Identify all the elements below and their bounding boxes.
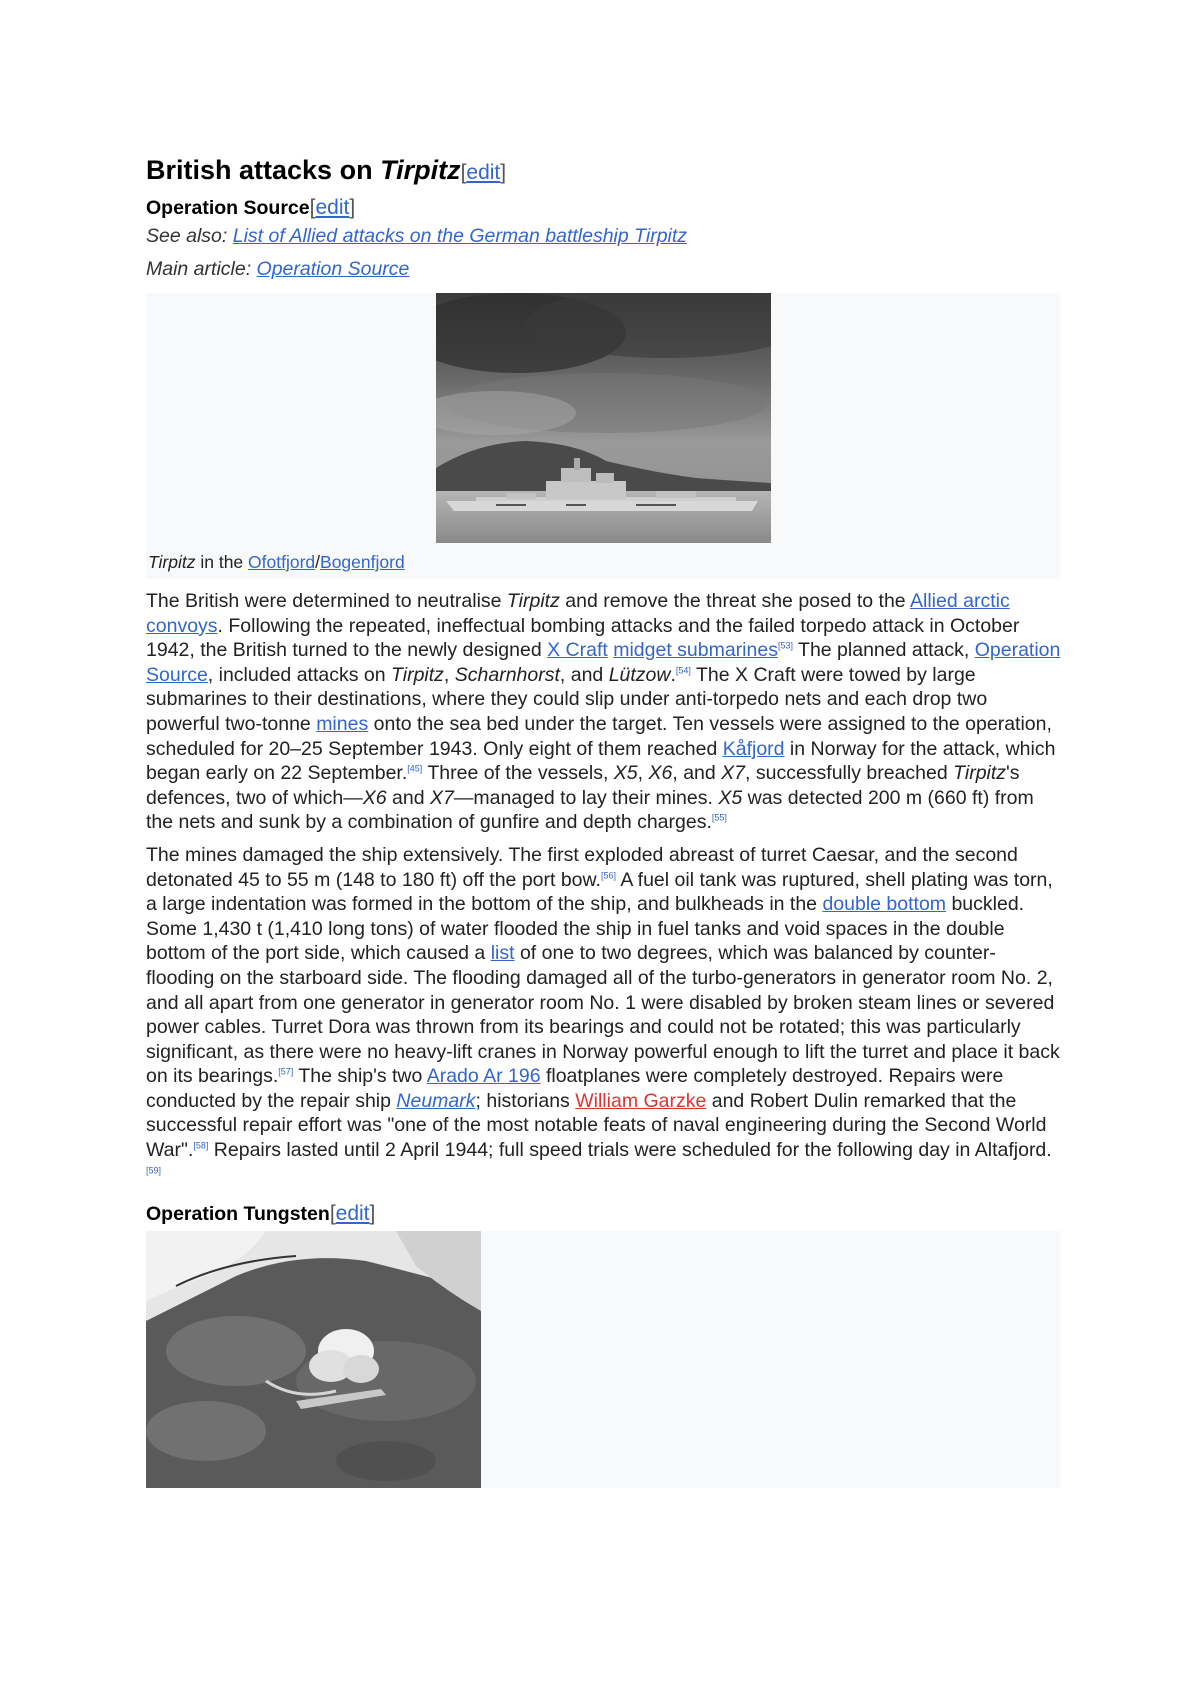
caption-link-ofotfjord[interactable]: Ofotfjord [248, 552, 316, 572]
text-run: was detected 200 m (660 ft) from the nets and sunk by a combination of gunfire and depth charges. [146, 786, 1034, 834]
paragraph-mine-damage [146, 843, 1061, 1187]
text-run: buckled. Some 1,430 t (1,410 long tons) of water flooded the ship in fuel tanks and void spaces in the double bottom of the port side, which caused a [146, 893, 1025, 965]
edit-link[interactable]: edit [335, 1202, 370, 1226]
italic-run: X5 [718, 786, 743, 809]
italic-run: Scharnhorst [454, 663, 560, 686]
link-arado-ar-196[interactable]: Arado Ar 196 [426, 1065, 541, 1088]
link-x-craft[interactable]: X Craft [547, 639, 608, 662]
link-double-bottom[interactable]: double bottom [822, 893, 947, 916]
aerial-attack-photo-image [146, 1231, 481, 1488]
text-run: . Following the repeated, ineffectual bombing attacks and the failed torpedo attack in October 1942, the British turned to the newly designed [146, 614, 1020, 662]
text-run: and [386, 786, 431, 809]
text-run: onto the sea bed under the target. Ten vessels were assigned to the operation, scheduled for 20–25 September 1943. Only eight of them reached [146, 712, 1052, 760]
subsection-heading-operation-tungsten [146, 1199, 1061, 1229]
figure-caption [146, 543, 1061, 579]
hatnote-prefix: Main article: [146, 258, 257, 280]
italic-run: X6 [362, 786, 387, 809]
paragraph-operation-source [146, 589, 1061, 835]
reference-marker[interactable]: [55] [711, 812, 727, 823]
subsection-title: Operation Tungsten [146, 1203, 330, 1226]
reference-marker[interactable]: [57] [278, 1066, 294, 1077]
edit-bracket-close: ] [500, 161, 507, 184]
text-run: and remove the threat she posed to the [559, 590, 910, 612]
text-run: , [637, 762, 649, 785]
text-run: in Norway for the attack, which began early on 22 September. [146, 737, 1056, 785]
main-article-link[interactable]: Operation Source [256, 258, 410, 280]
edit-bracket-open: [ [309, 196, 316, 219]
text-run: Three of the vessels, [422, 762, 614, 785]
italic-run: X6 [648, 762, 673, 785]
figure-tirpitz-fjord [146, 293, 1061, 579]
text-run: , and [672, 762, 722, 785]
section-heading [146, 150, 1061, 193]
edit-bracket-close: ] [349, 196, 356, 219]
subsection-title: Operation Source [146, 197, 310, 219]
link-kafjord[interactable]: Kåfjord [722, 737, 785, 760]
link-allied-arctic-convoys[interactable]: Allied arctic convoys [146, 590, 1010, 637]
link-mines[interactable]: mines [316, 712, 369, 735]
see-also-hatnote [146, 223, 1061, 250]
text-run: , and [559, 663, 609, 686]
link-neumark[interactable]: Neumark [396, 1089, 476, 1112]
text-run: The ship's two [293, 1065, 427, 1088]
battleship-photo-image [436, 293, 771, 543]
caption-italic: Tirpitz [148, 552, 196, 572]
article-content [146, 150, 1061, 1488]
edit-bracket-open: [ [329, 1202, 336, 1226]
text-run: 's defences, two of which— [146, 762, 1020, 809]
text-run: The X Craft were towed by large submarines to their destinations, where they could slip under anti-torpedo nets and each drop two powerful two-tonne [146, 663, 988, 735]
reference-marker[interactable]: [45] [407, 763, 423, 774]
text-run: ; historians [475, 1089, 576, 1112]
figure-tungsten-aerial [146, 1231, 1061, 1488]
heading-italic-text: Tirpitz [380, 155, 461, 185]
link-william-garzke[interactable]: William Garzke [575, 1089, 707, 1112]
subsection-heading-operation-source [146, 193, 1061, 223]
aerial-attack-photo[interactable] [146, 1231, 1061, 1493]
link-list[interactable]: list [490, 942, 515, 965]
italic-run: X5 [613, 762, 638, 785]
text-run: Repairs lasted until 2 April 1944; full speed trials were scheduled for the following day in Altafjord. [208, 1139, 1052, 1162]
text-run: The planned attack, [792, 639, 975, 662]
reference-marker[interactable]: [59] [146, 1165, 162, 1176]
caption-text: in the [195, 552, 249, 572]
caption-link-bogenfjord[interactable]: Bogenfjord [320, 552, 405, 572]
link-operation-source[interactable]: Operation Source [146, 639, 1061, 686]
main-article-hatnote [146, 256, 1061, 283]
text-run: floatplanes were completely destroyed. Repairs were conducted by the repair ship [146, 1065, 1004, 1112]
edit-bracket-close: ] [369, 1202, 376, 1226]
italic-run: Tirpitz [506, 590, 560, 612]
italic-run: X7 [721, 762, 746, 785]
text-run: The British were determined to neutralise [146, 590, 507, 612]
text-run: —managed to lay their mines. [453, 786, 719, 809]
reference-marker[interactable]: [53] [777, 640, 793, 651]
italic-run: Tirpitz [391, 663, 444, 686]
link-midget-submarines[interactable]: midget submarines [613, 639, 778, 662]
see-also-link[interactable]: List of Allied attacks on the German battleship Tirpitz [232, 225, 688, 247]
reference-marker[interactable]: [54] [675, 665, 691, 676]
reference-marker[interactable]: [58] [193, 1140, 209, 1151]
edit-bracket-open: [ [460, 161, 467, 184]
text-run: and Robert Dulin remarked that the successful repair effort was "one of the most notable feats of naval engineering during the Second World War". [146, 1089, 1047, 1162]
caption-separator: / [315, 552, 321, 572]
edit-link[interactable]: edit [315, 196, 350, 219]
text-run: of one to two degrees, which was balanced by counter-flooding on the starboard side. The flooding damaged all of the turbo-generators in generator room No. 2, and all apart from one generator in generator room No. 1 were disabled by broken steam lines or severed power cables. Turret Dora was thrown from its bearings and could not be rotated; this was particularly significant, as there were no heavy-lift cranes in Norway powerful enough to lift the turret and place it back on its bearings. [146, 942, 1060, 1088]
hatnote-prefix: See also: [146, 225, 233, 247]
text-run: , [443, 663, 455, 686]
heading-text: British attacks on [146, 155, 381, 185]
text-run: A fuel oil tank was ruptured, shell plating was torn, a large indentation was formed in the bottom of the ship, and bulkheads in the [146, 868, 1053, 916]
battleship-photo[interactable] [436, 293, 771, 543]
reference-marker[interactable]: [56] [600, 870, 616, 881]
italic-run: Tirpitz [953, 762, 1007, 785]
italic-run: Lützow [608, 663, 671, 686]
edit-link[interactable]: edit [466, 161, 501, 184]
text-run: , successfully breached [745, 762, 954, 785]
text-run: The mines damaged the ship extensively. The first exploded abreast of turret Caesar, and the second detonated 45 to 55 m (148 to 180 ft) off the port bow. [146, 843, 1018, 891]
italic-run: X7 [430, 786, 454, 809]
text-run: . [670, 663, 676, 686]
text-run: , included attacks on [207, 663, 391, 686]
